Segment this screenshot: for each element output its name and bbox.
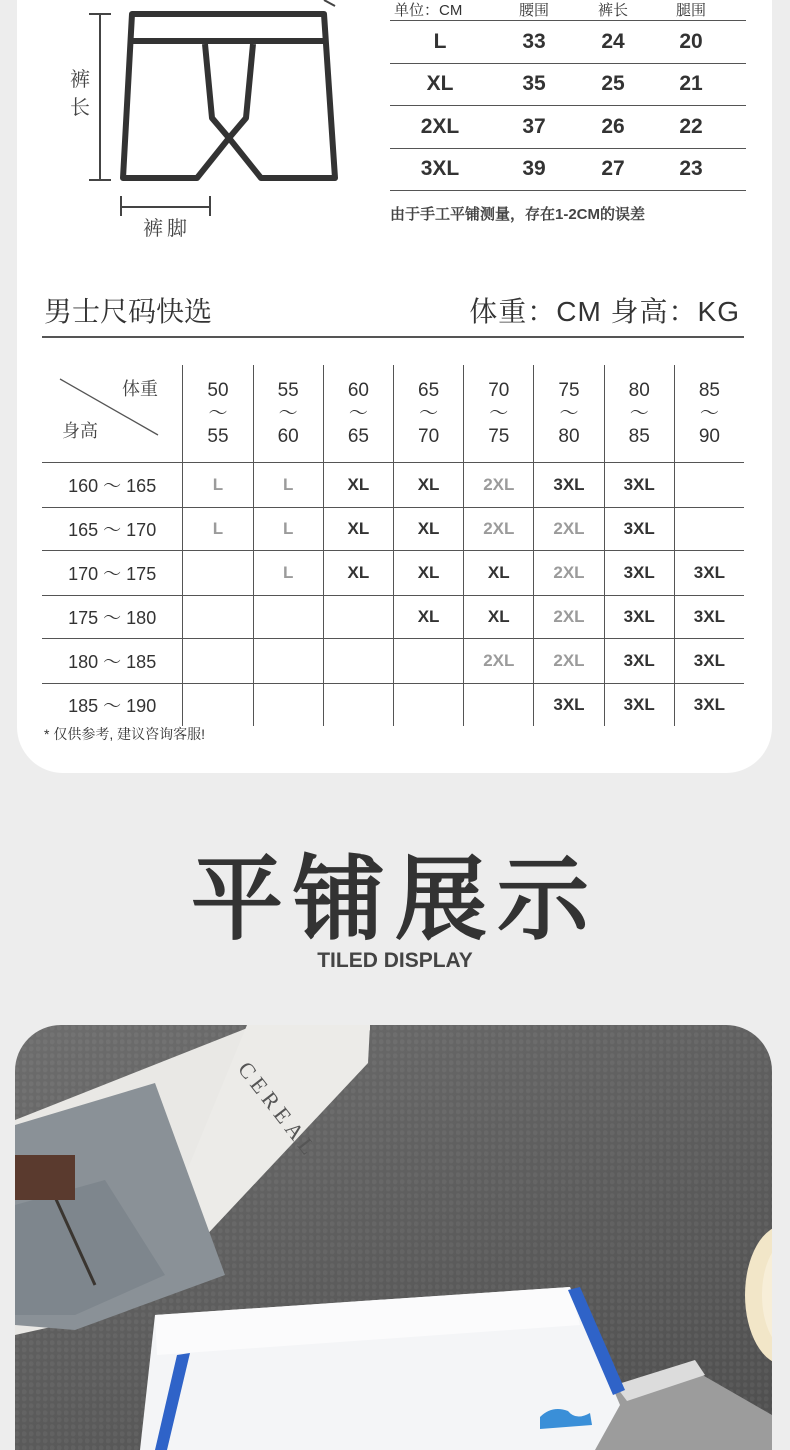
measurement-note: 由于手工平铺测量，存在1-2CM的误差 xyxy=(390,206,646,223)
table-row xyxy=(390,64,746,107)
size-cell: 3XL xyxy=(604,463,674,507)
weight-range-header xyxy=(674,365,744,462)
weight-range-header xyxy=(323,365,393,462)
weight-range-header xyxy=(253,365,323,462)
weight-range-header xyxy=(604,365,674,462)
flat-lay-image xyxy=(15,1025,772,1450)
weight-range-part: 60 xyxy=(347,380,369,401)
size-cell: L xyxy=(182,508,252,550)
weight-range-part: 65 xyxy=(347,426,369,447)
weight-range-part: ～ xyxy=(489,403,509,424)
weight-range-header xyxy=(393,365,463,462)
weight-range-part: 70 xyxy=(418,426,440,447)
length-cell: 27 xyxy=(601,157,625,181)
size-cell xyxy=(323,684,393,726)
size-cell xyxy=(463,684,533,726)
corner-cell xyxy=(42,365,182,462)
length-cell: 24 xyxy=(601,29,625,53)
weight-range-part: 85 xyxy=(698,380,720,401)
size-cell: 3XL xyxy=(420,157,460,181)
weight-range-part: 75 xyxy=(488,426,510,447)
weight-range-part: ～ xyxy=(278,403,298,424)
height-axis-label: 身高 xyxy=(62,421,98,441)
size-cell: 3XL xyxy=(674,551,744,595)
section-subtitle: TILED DISPLAY xyxy=(317,949,473,972)
table-row xyxy=(42,639,744,684)
shorts-diagram xyxy=(17,0,377,250)
waist-cell: 39 xyxy=(522,157,546,181)
divider xyxy=(42,336,744,338)
weight-range-part: 55 xyxy=(207,426,229,447)
size-cell: XL xyxy=(323,551,393,595)
waist-cell: 33 xyxy=(522,29,546,53)
size-cell: 2XL xyxy=(533,508,603,550)
size-cell: 2XL xyxy=(420,114,460,138)
diagonal-line xyxy=(42,365,184,462)
height-range-cell: 160 ～ 165 xyxy=(68,476,157,496)
table-header xyxy=(390,0,746,21)
size-cell: 3XL xyxy=(604,551,674,595)
size-cell: 3XL xyxy=(533,463,603,507)
weight-range-header xyxy=(463,365,533,462)
size-cell: XL xyxy=(393,551,463,595)
thigh-header: 腿围 xyxy=(675,2,706,19)
size-cell: 3XL xyxy=(533,684,603,726)
reference-note: * 仅供参考, 建议咨询客服! xyxy=(44,726,206,742)
thigh-cell: 23 xyxy=(679,157,703,181)
size-cell: 2XL xyxy=(533,551,603,595)
length-header: 裤长 xyxy=(597,2,628,19)
size-cell xyxy=(182,596,252,638)
length-label: 裤长 xyxy=(70,69,90,119)
weight-range-part: 50 xyxy=(207,380,229,401)
weight-range-header xyxy=(182,365,252,462)
weight-range-part: 90 xyxy=(698,426,720,447)
weight-range-part: ～ xyxy=(419,403,439,424)
size-cell: L xyxy=(253,551,323,595)
size-cell: XL xyxy=(393,463,463,507)
size-cell: L xyxy=(253,508,323,550)
table-row xyxy=(390,21,746,64)
thigh-cell: 21 xyxy=(679,72,703,96)
size-cell: XL xyxy=(393,596,463,638)
table-row xyxy=(42,684,744,726)
size-cell: 3XL xyxy=(674,684,744,726)
size-cell: L xyxy=(182,463,252,507)
weight-axis-label: 体重 xyxy=(122,379,158,399)
size-grid xyxy=(42,365,744,726)
weight-range-part: 80 xyxy=(558,426,580,447)
table-row xyxy=(42,551,744,596)
size-cell xyxy=(182,684,252,726)
size-cell: 2XL xyxy=(463,639,533,683)
size-cell: 3XL xyxy=(604,508,674,550)
weight-range-part: ～ xyxy=(699,403,719,424)
size-cell: 3XL xyxy=(604,596,674,638)
table-row xyxy=(390,149,746,192)
size-chart-title: 男士尺码快选 xyxy=(44,296,213,327)
size-cell: 3XL xyxy=(674,639,744,683)
unit-header: 单位：CM xyxy=(394,2,463,19)
size-cell: 3XL xyxy=(674,596,744,638)
weight-range-part: 85 xyxy=(628,426,650,447)
table-row xyxy=(42,463,744,508)
size-cell: 2XL xyxy=(533,596,603,638)
size-cell: XL xyxy=(426,72,454,96)
size-cell xyxy=(182,551,252,595)
size-cell: L xyxy=(433,29,447,53)
size-cell: 2XL xyxy=(463,508,533,550)
size-cell xyxy=(323,639,393,683)
size-cell: XL xyxy=(393,508,463,550)
weight-range-part: ～ xyxy=(208,403,228,424)
waist-header: 腰围 xyxy=(518,2,549,19)
size-cell xyxy=(253,684,323,726)
product-photo xyxy=(15,1025,772,1450)
height-range-cell: 175 ～ 180 xyxy=(68,608,157,628)
length-cell: 26 xyxy=(601,114,625,138)
size-cell xyxy=(253,639,323,683)
thigh-cell: 20 xyxy=(679,29,703,53)
size-cell: L xyxy=(253,463,323,507)
table-row xyxy=(390,106,746,149)
size-cell xyxy=(253,596,323,638)
waist-cell: 35 xyxy=(522,72,546,96)
magazine-title: CEREAL xyxy=(233,1056,324,1164)
weight-range-part: 65 xyxy=(418,380,440,401)
size-cell: XL xyxy=(463,551,533,595)
weight-range-part: ～ xyxy=(559,403,579,424)
weight-range-part: 55 xyxy=(277,380,299,401)
weight-range-part: ～ xyxy=(348,403,368,424)
thigh-cell: 22 xyxy=(679,114,703,138)
size-cell: 3XL xyxy=(604,684,674,726)
size-cell: 2XL xyxy=(533,639,603,683)
size-cell xyxy=(323,596,393,638)
size-cell xyxy=(674,463,744,507)
size-cell xyxy=(393,684,463,726)
weight-range-header xyxy=(533,365,603,462)
weight-range-part: 75 xyxy=(558,380,580,401)
size-cell: XL xyxy=(323,463,393,507)
size-cell xyxy=(182,639,252,683)
section-title: 平铺展示 xyxy=(190,849,599,951)
weight-range-part: 80 xyxy=(628,380,650,401)
size-cell xyxy=(393,639,463,683)
size-chart-units: 体重：CM 身高：KG xyxy=(469,296,740,327)
size-cell xyxy=(674,508,744,550)
grid-header-row xyxy=(42,365,744,463)
table-row xyxy=(42,596,744,639)
table-row xyxy=(42,508,744,551)
size-cell: XL xyxy=(463,596,533,638)
size-cell: 2XL xyxy=(463,463,533,507)
measurement-table xyxy=(390,0,746,191)
height-range-cell: 170 ～ 175 xyxy=(68,564,157,584)
waist-cell: 37 xyxy=(522,114,546,138)
height-range-cell: 165 ～ 170 xyxy=(68,520,157,540)
leg-opening-label: 裤脚 xyxy=(143,218,191,240)
size-cell: 3XL xyxy=(604,639,674,683)
weight-range-part: 60 xyxy=(277,426,299,447)
length-cell: 25 xyxy=(601,72,625,96)
height-range-cell: 180 ～ 185 xyxy=(68,652,157,672)
size-cell: XL xyxy=(323,508,393,550)
weight-range-part: ～ xyxy=(629,403,649,424)
height-range-cell: 185 ～ 190 xyxy=(68,696,157,716)
weight-range-part: 70 xyxy=(488,380,510,401)
